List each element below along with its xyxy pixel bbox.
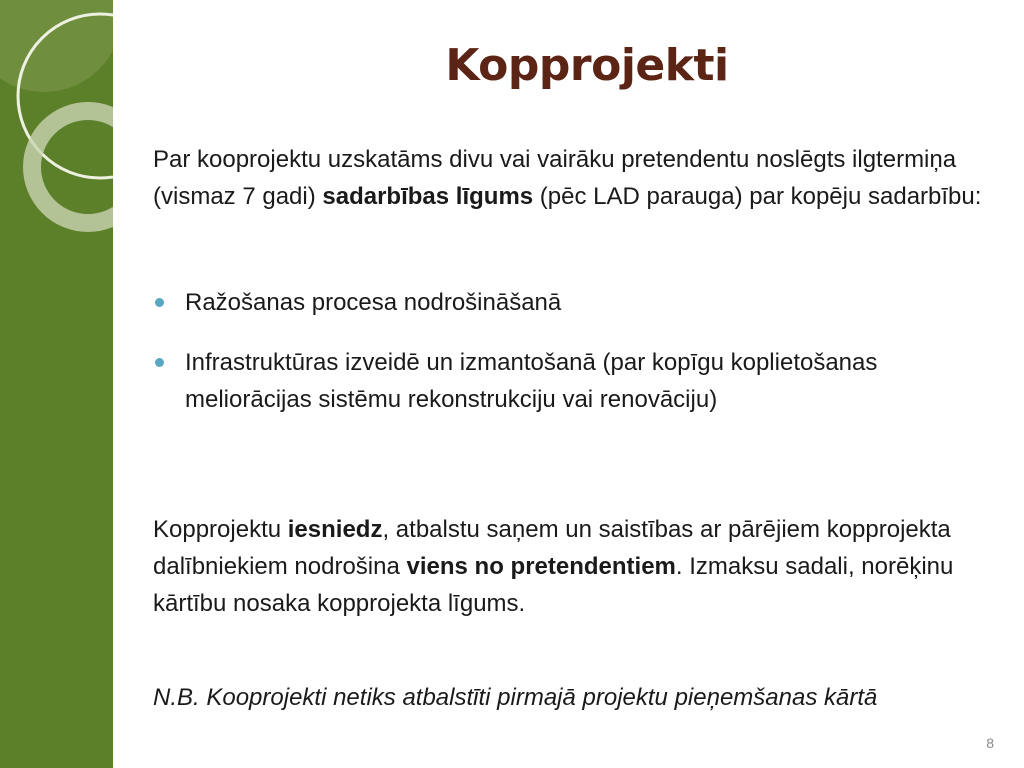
para2-bold-submits: iesniedz <box>287 516 383 543</box>
para2-text-part1: Kopprojektu <box>153 516 288 543</box>
page-number: 8 <box>986 735 994 751</box>
submission-paragraph <box>153 511 998 622</box>
bullet-text: Ražošanas procesa nodrošināšanā <box>185 289 562 316</box>
bullet-list <box>153 284 998 441</box>
bullet-item <box>153 284 998 321</box>
decorative-circles-graphic <box>0 0 113 768</box>
para2-text-part2: , atbalstu saņem un saistības ar pārējiem kopprojekta dalībniekiem nodrošina <box>153 516 951 580</box>
decorative-circle-thick-ring <box>32 111 113 223</box>
intro-bold-term: sadarbības līgums <box>322 183 534 210</box>
slide-title: Kopprojekti <box>445 40 729 91</box>
intro-text-part2: (pēc LAD parauga) par kopēju sadarbību: <box>533 183 982 210</box>
intro-text-part1: Par kooprojektu uzskatāms divu vai vairāku pretendentu noslēgts ilgtermiņa (vismaz 7 gadi) <box>153 146 957 210</box>
bullet-dot-icon <box>155 358 164 367</box>
intro-paragraph <box>153 141 998 215</box>
bullet-item <box>153 344 998 418</box>
note-paragraph: N.B. Kooprojekti netiks atbalstīti pirmajā projektu pieņemšanas kārtā <box>153 684 878 711</box>
decorative-side-band <box>0 0 113 768</box>
bullet-text: Infrastruktūras izveidē un izmantošanā (par kopīgu koplietošanas meliorācijas sistēmu rekonstrukciju vai renovāciju) <box>185 349 878 413</box>
bullet-dot-icon <box>155 298 164 307</box>
para2-bold-one-applicant: viens no pretendentiem <box>406 553 676 580</box>
para2-text-part3: . Izmaksu sadali, norēķinu kārtību nosaka kopprojekta līgums. <box>153 553 954 617</box>
